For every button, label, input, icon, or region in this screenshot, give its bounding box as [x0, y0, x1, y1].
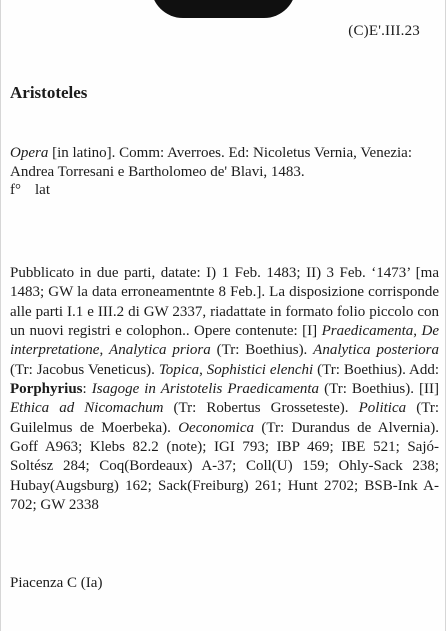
author-heading: Aristoteles: [10, 83, 88, 102]
contained-work-title: Politica: [358, 400, 407, 417]
card-punch-hole: [151, 0, 296, 18]
note-text: :: [82, 381, 92, 398]
format-line: [10, 181, 50, 200]
note-text: (Tr: Durandus de Alvernia). Goff A963; Klebs 82.2 (note); IGI 793; IBP 469; IBE 521; Sajó-Soltész 284; Coq(Bordeaux) A-37; Coll(U) 159; Ohly-Sack 238; Hubay(Augsburg) 162; Sack(Freiburg) 261; Hunt 2702; BSB-Ink A-702; GW 2338: [10, 419, 439, 514]
note-text: (Tr: Guilelmus de Moerbeka).: [10, 400, 439, 436]
contained-work-title: Topica: [158, 361, 200, 378]
shelfmark: (C)E'.III.23: [348, 23, 420, 39]
contained-work-title: De interpretatione: [10, 323, 439, 359]
holding-location: Piacenza C (Ia): [10, 575, 103, 591]
note-text: ,: [99, 342, 110, 359]
note-text: (Tr: Boethius). Add:: [313, 361, 440, 378]
format-size: f°: [10, 182, 21, 198]
note-text: (Tr: Boethius).: [210, 342, 314, 359]
note-text: (Tr: Robertus Grosseteste).: [163, 400, 359, 417]
contained-work-title: Sophistici elenchi: [206, 361, 314, 378]
format-language: lat: [35, 182, 50, 198]
citation-imprint: [in latino]. Comm: Averroes. Ed: Nicoletus Vernia, Venezia: Andrea Torresani e Bartholomeo de' Blavi, 1483.: [10, 145, 412, 180]
note-text: ,: [199, 361, 207, 378]
contained-work-title: Isagoge in Aristotelis Praedicamenta: [91, 381, 320, 398]
contained-work-title: Oeconomica: [178, 419, 255, 436]
citation: [10, 144, 430, 182]
note-text: (Tr: Jacobus Veneticus).: [10, 361, 159, 378]
contained-work-title: Ethica ad Nicomachum: [10, 400, 164, 417]
contained-work-title: Praedicamenta: [321, 323, 414, 340]
added-author: Porphyrius: [10, 381, 83, 398]
note-text: (Tr: Boethius). [II]: [319, 381, 440, 398]
contained-work-title: Analytica priora: [109, 342, 211, 359]
work-title: Opera: [10, 145, 49, 161]
note-text: ,: [413, 323, 422, 340]
note-text: Pubblicato in due parti, datate: I) 1 Feb. 1483; II) 3 Feb. ‘1473’ [ma 1483; GW la data erroneamentnte 8 Feb.]. La disposizione corrisponde alle parti I.1 e III.2 di GW 2337, riadattate in formato folio piccolo con un nuovi registri e colophon.. Opere contenute: [I]: [10, 265, 439, 340]
notes-paragraph: [10, 264, 439, 515]
contained-work-title: Analytica posteriora: [313, 342, 440, 359]
